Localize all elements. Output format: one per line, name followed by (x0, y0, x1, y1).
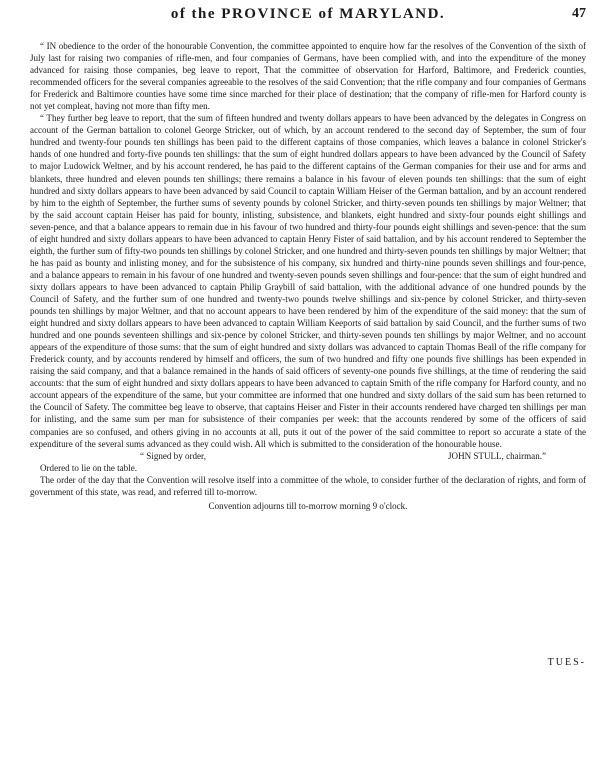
page-header (30, 6, 586, 28)
body-text (30, 40, 586, 512)
report-paragraph-1: “ IN obedience to the order of the honourable Convention, the committee appointed to enquire how far the resolves of the Convention of the sixth of July last for raising two companies of rifle-men, and four companies of Germans, have been complied with, and into the expenditure of the money advanced for raising those companies, beg leave to report, That the committee of observation for Harford, Baltimore, and Frederick counties, recommended officers for the several companies agreeable to the resolves of the said Convention; that the rifle company and four companies of Germans for Frederick and Baltimore counties have some time since marched for their place of destination; that the company of rifle-men for Harford county is not yet compleat, having not more than fifty men. (30, 41, 586, 112)
order-of-day-paragraph: The order of the day that the Convention will resolve itself into a committee of the whole, to consider further of the declaration of rights, and form of government of this state, was read, and referred till to-morrow. (30, 474, 586, 497)
adjourn-line: Convention adjourns till to-morrow morning 9 o'clock. (208, 500, 408, 511)
signed-by-order: “ Signed by order, (140, 450, 206, 461)
ordered-line: Ordered to lie on the table. (40, 462, 137, 473)
report-paragraph-2: “ They further beg leave to report, that the sum of fifteen hundred and twenty dollars appears to have been advanced by the delegates in Congress on account of the German battalion to colonel George Stricker, out of which, by an account rendered to the second day of September, the sum of four hundred and twenty-four pounds ten shillings has been paid to the different captains of those companies, which leaves a balance in colonel Stricker's hands of one hundred and forty-five pounds ten shillings: that the sum of eight hundred dollars appears to have been advanced by the Council of Safety to major Ludowick Weltner, and by his account rendered, he has paid to the different captains of the German companies for their use and for arms and blankets, three hundred and eleven pounds ten shillings; there remains a balance in his favour of eleven pounds ten shillings: that the sum of eight hundred and sixty dollars appears to have been advanced by said Council to captain William Heiser of the German battalion, and by an account rendered by him to the eighth of September, the further sums of seventy pounds by colonel Stricker, and thirty-seven pounds ten shillings by major Weltner; that by the said account captain Heiser has paid for bounty, inlisting, subsistence, and blankets, eight hundred and sixty-four pounds eight shillings and seven-pence, and that a balance appears to remain due in his favour of two hundred and thirty-four pounds eight shillings and seven-pence: that the sum of eight hundred and sixty dollars appears to have been advanced to captain Henry Fister of said battalion, and by his account rendered to September the eighth, the further sum of fifty-two pounds ten shillings by colonel Stricker, and one hundred and thirty-seven pounds ten shillings by major Weltner; that he has paid as bounty and inlisting money, and for the subsistence of his company, six hundred and thirty-nine pounds seven shillings and four-pence, and a balance appears to remain in his favour of one hundred and twenty-seven pounds seven shillings and four-pence: that the sum of eight hundred and sixty dollars appears to have been advanced to captain Philip Graybill of said battalion, with the additional advance of one hundred pounds by the Council of Safety, and the further sum of one hundred and twenty-two pounds twelve shillings and six-pence by colonel Stricker, and thirty-seven pounds ten shillings by major Weltner, and that no account appears to have been rendered by him of the expenditure of the said money: that the sum of eight hundred and sixty dollars appears to have been advanced to captain William Keeports of said battalion by said Council, and the further sums of two hundred and one pounds seventeen shillings and six-pence by colonel Stricker, and thirty-seven pounds ten shillings by major Weltner, and no account appears of the expenditure of those sums: that the sum of eight hundred and sixty dollars was advanced to captain Thomas Beall of the rifle company for Frederick county, and by accounts rendered by himself and officers, the sum of two hundred and fifty one pounds five shillings has been expended in raising the said company, and that a balance remained in the hands of said officers of seventy-one pounds five shillings, at the time of rendering the said accounts: that the sum of eight hundred and sixty dollars appears to have been advanced to captain Smith of the rifle company for Harford county, and no account appears of the expenditure of the same, but your committee are informed that one hundred and sixty dollars of the said sum has been returned to the Council of Safety. The committee beg leave to observe, that captains Heiser and Fister in their accounts rendered have charged ten shillings per man for inlisting, and the same sum per man for subsistence of their companies per week: that the accounts rendered by some of the officers of said companies are so confused, and others giving in no accounts at all, puts it out of the power of the said committee to report so accurate a state of the expenditure of the several sums advanced as they could wish. All which is submitted to the consideration of the honourable house. (30, 113, 586, 449)
page-number: 47 (572, 6, 586, 21)
catchword: TUES- (547, 657, 586, 668)
running-head: of the PROVINCE of MARYLAND. (170, 6, 446, 22)
signature-line (30, 450, 586, 462)
chairman-name: JOHN STULL, chairman.” (448, 450, 546, 461)
